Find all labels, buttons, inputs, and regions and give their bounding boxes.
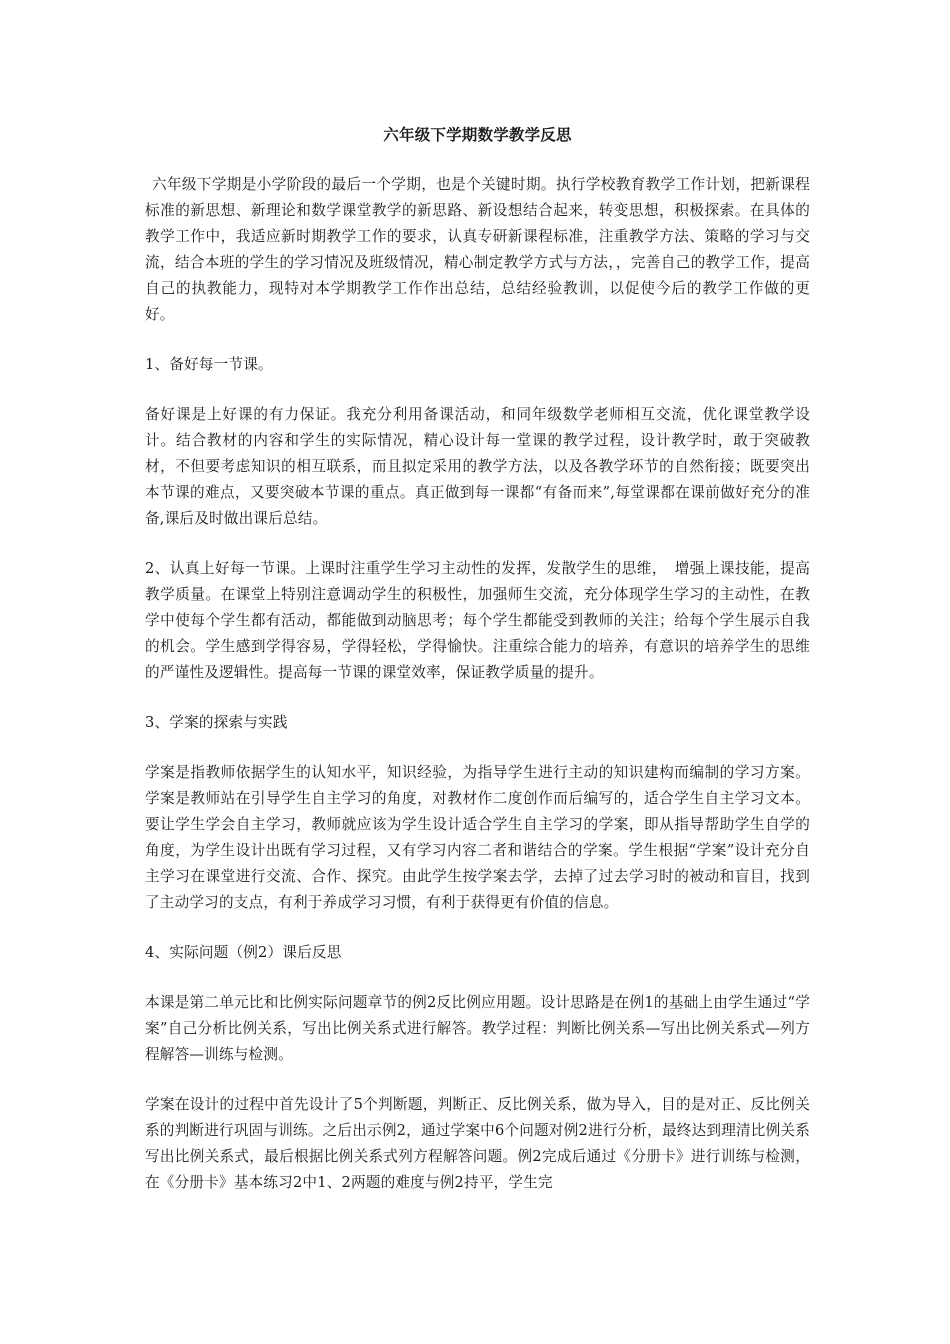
intro-paragraph: 六年级下学期是小学阶段的最后一个学期，也是个关键时期。执行学校教育教学工作计划，把新课程标准的新思想、新理论和数学课堂教学的新思路、新设想结合起来，转变思想，积极探索。在具体的教学工作中，我适应新时期教学工作的要求，认真专研新课程标准，注重教学方法、策略的学习与交流，结合本班的学生的学习情况及班级情况，精心制定教学方式与方法，，完善自己的教学工作，提高自己的执教能力，现特对本学期教学工作作出总结，总结经验教训，以促使今后的教学工作做的更好。: [145, 176, 810, 323]
document-content: [145, 122, 810, 1220]
closing-paragraph: 学案在设计的过程中首先设计了5个判断题，判断正、反比例关系，做为导入，目的是对正、反比例关系的判断进行巩固与训练。之后出示例2，通过学案中6个问题对例2进行分析，最终达到理清比例关系写出比例关系式，最后根据比例关系式列方程解答问题。例2完成后通过《分册卡》进行训练与检测，在《分册卡》基本练习2中1、2两题的难度与例2持平，学生完: [145, 1096, 810, 1191]
section-3-heading: 3、学案的探索与实践: [145, 714, 288, 731]
document-title: 六年级下学期数学教学反思: [383, 125, 572, 144]
section-1-heading: 1、备好每一节课。: [145, 356, 273, 373]
section-1-body: 备好课是上好课的有力保证。我充分利用备课活动，和同年级数学老师相互交流，优化课堂教学设计。结合教材的内容和学生的实际情况，精心设计每一堂课的教学过程，设计教学时，敢于突破教材，不但要考虑知识的相互联系，而且拟定采用的教学方法，以及各教学环节的自然衔接；既要突出本节课的难点，又要突破本节课的重点。真正做到每一课都“有备而来”,每堂课都在课前做好充分的准备,课后及时做出课后总结。: [145, 406, 810, 527]
section-4-body: 本课是第二单元比和比例实际问题章节的例2反比例应用题。设计思路是在例1的基础上由学生通过“学案”自己分析比例关系，写出比例关系式进行解答。教学过程：判断比例关系—写出比例关系式—列方程解答—训练与检测。: [145, 994, 810, 1063]
section-4-heading: 4、实际问题（例2）课后反思: [145, 944, 342, 961]
section-2-body: 2、认真上好每一节课。上课时注重学生学习主动性的发挥，发散学生的思维， 增强上课技能，提高教学质量。在课堂上特别注意调动学生的积极性，加强师生交流，充分体现学生学习的主动性，在教学中使每个学生都有活动，都能做到动脑思考；每个学生都能受到教师的关注；给每个学生展示自我的机会。学生感到学得容易，学得轻松，学得愉快。注重综合能力的培养，有意识的培养学生的思维的严谨性及逻辑性。提高每一节课的课堂效率，保证教学质量的提升。: [145, 560, 810, 681]
section-3-body: 学案是指教师依据学生的认知水平，知识经验，为指导学生进行主动的知识建构而编制的学习方案。学案是教师站在引导学生自主学习的角度，对教材作二度创作而后编写的，适合学生自主学习文本。要让学生学会自主学习，教师就应该为学生设计适合学生自主学习的学案，即从指导帮助学生自学的角度，为学生设计出既有学习过程，又有学习内容二者和谐结合的学案。学生根据“学案”设计充分自主学习在课堂进行交流、合作、探究。由此学生按学案去学，去掉了过去学习时的被动和盲目，找到了主动学习的支点，有利于养成学习习惯，有利于获得更有价值的信息。: [145, 764, 810, 911]
